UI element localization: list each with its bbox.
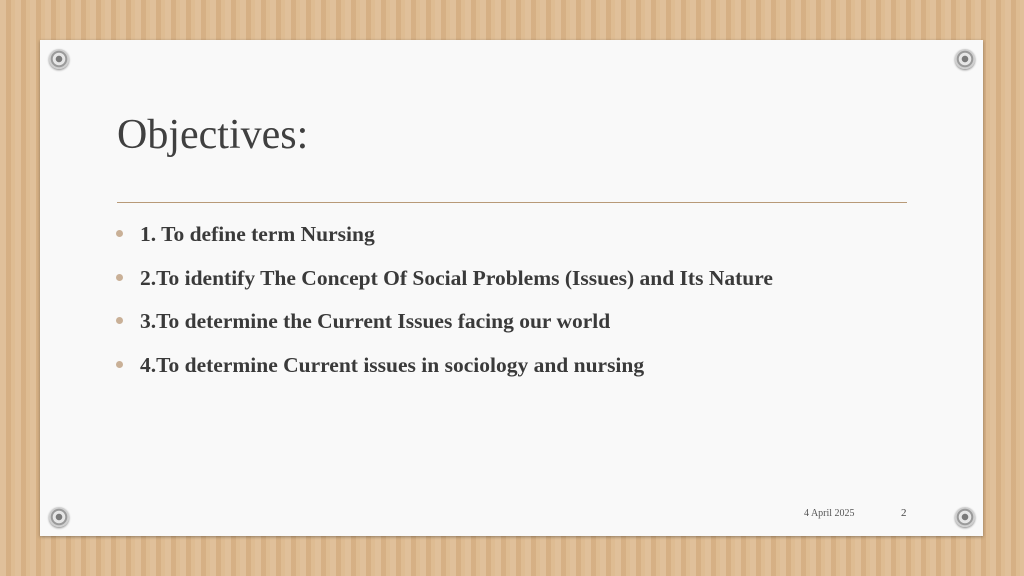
pushpin-icon bbox=[49, 507, 69, 527]
objective-item bbox=[114, 351, 773, 395]
bullet-dot-icon bbox=[116, 274, 123, 281]
slide-board bbox=[40, 40, 983, 536]
slide-title: Objectives: bbox=[117, 112, 309, 158]
pushpin-icon bbox=[955, 49, 975, 69]
objective-text: 2.To identify The Concept Of Social Problems (Issues) and Its Nature bbox=[140, 265, 773, 290]
objective-text: 4.To determine Current issues in sociology and nursing bbox=[140, 352, 645, 377]
pushpin-icon bbox=[955, 507, 975, 527]
bullet-dot-icon bbox=[116, 230, 123, 237]
objectives-list bbox=[114, 220, 773, 394]
title-divider bbox=[117, 202, 907, 203]
objective-text: 3.To determine the Current Issues facing our world bbox=[140, 309, 611, 333]
slide-date: 4 April 2025 bbox=[804, 508, 855, 519]
objective-item bbox=[114, 264, 773, 308]
bullet-dot-icon bbox=[116, 361, 123, 368]
objective-text: 1. To define term Nursing bbox=[140, 222, 375, 246]
slide-page-number: 2 bbox=[901, 507, 907, 519]
objective-item bbox=[114, 220, 773, 264]
objective-item bbox=[114, 307, 773, 351]
bullet-dot-icon bbox=[116, 317, 123, 324]
pushpin-icon bbox=[49, 49, 69, 69]
